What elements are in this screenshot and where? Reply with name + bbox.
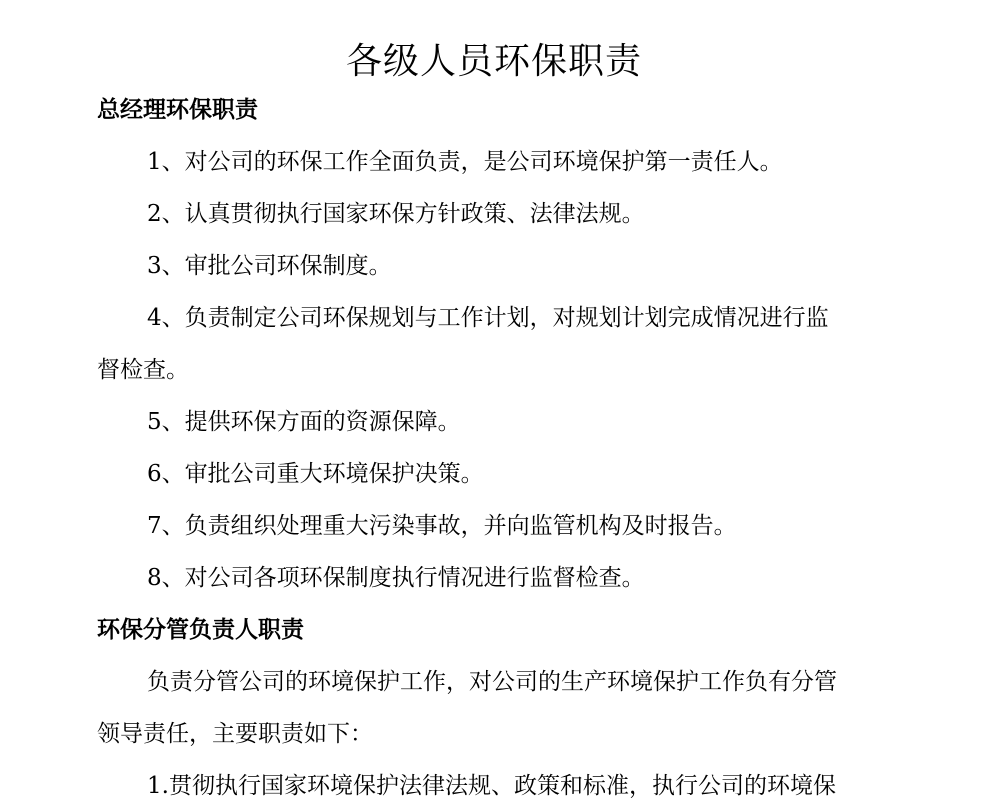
paragraph-line: 7、负责组织处理重大污染事故，并向监管机构及时报告。 bbox=[147, 513, 737, 539]
paragraph-line: 负责分管公司的环境保护工作，对公司的生产环境保护工作负有分管 bbox=[147, 669, 837, 695]
paragraph-line: 8、对公司各项环保制度执行情况进行监督检查。 bbox=[147, 565, 645, 591]
paragraph-line: 1、对公司的环保工作全面负责，是公司环境保护第一责任人。 bbox=[147, 149, 783, 175]
paragraph-line: 6、审批公司重大环境保护决策。 bbox=[147, 461, 484, 487]
paragraph-line: 领导责任，主要职责如下： bbox=[97, 721, 373, 747]
paragraph-line: 督检查。 bbox=[97, 357, 189, 383]
section-heading-deputy: 环保分管负责人职责 bbox=[97, 616, 304, 643]
paragraph-line: 5、提供环保方面的资源保障。 bbox=[147, 409, 461, 435]
paragraph-line: 1.贯彻执行国家环境保护法律法规、政策和标准，执行公司的环境保 bbox=[147, 773, 836, 799]
section-heading-general-manager: 总经理环保职责 bbox=[97, 96, 258, 123]
paragraph-line: 3、审批公司环保制度。 bbox=[147, 253, 392, 279]
paragraph-line: 4、负责制定公司环保规划与工作计划，对规划计划完成情况进行监 bbox=[147, 305, 829, 331]
page-title: 各级人员环保职责 bbox=[345, 41, 642, 82]
paragraph-line: 2、认真贯彻执行国家环保方针政策、法律法规。 bbox=[147, 201, 645, 227]
